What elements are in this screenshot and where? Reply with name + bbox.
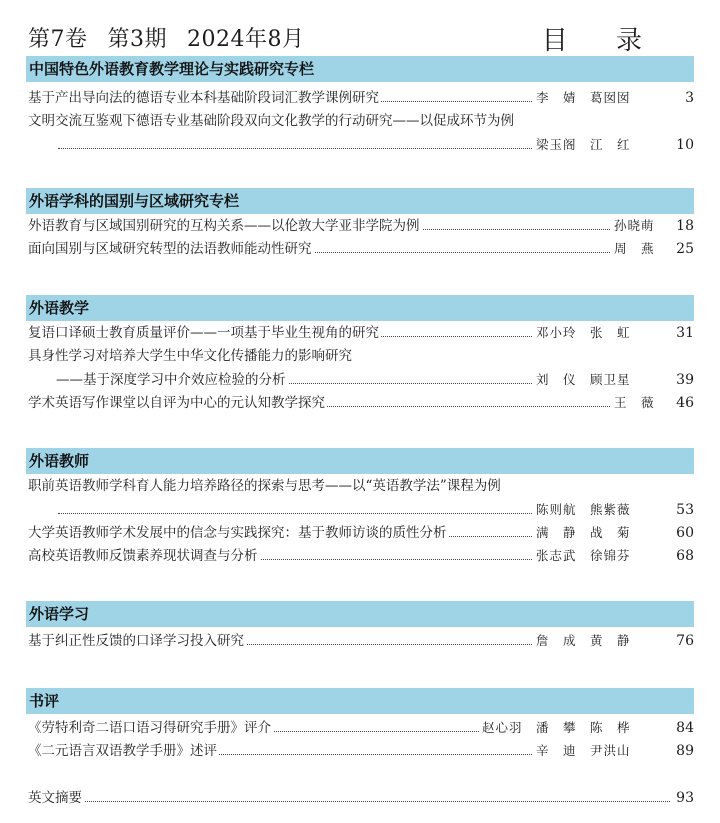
journal-header: [26, 16, 692, 56]
entry-page: 3: [685, 90, 694, 106]
entry-authors: 周 燕: [611, 238, 654, 260]
toc-entry[interactable]: [26, 110, 694, 132]
entry-authors: 詹 成 黄 静: [533, 630, 654, 652]
toc-entry[interactable]: [26, 522, 694, 544]
entry-title: 高校英语教师反馈素养现状调查与分析: [28, 545, 260, 567]
entry-page: 76: [676, 633, 694, 649]
toc-entry[interactable]: [26, 499, 694, 521]
volume-label: 第7卷: [28, 27, 88, 52]
entry-page: 39: [676, 372, 694, 388]
entry-authors: 王 薇: [611, 392, 654, 414]
toc-entry[interactable]: [26, 545, 694, 567]
dot-leader: [36, 801, 670, 802]
entry-authors: 邓小玲 张 虹: [533, 322, 654, 344]
entry-title: 英文摘要: [28, 787, 84, 809]
entry-authors: 刘 仪 顾卫星: [533, 369, 654, 391]
dot-leader: [58, 513, 534, 514]
section-column-5: [26, 601, 694, 652]
toc-entry[interactable]: [26, 630, 694, 652]
section-heading: 外语学科的国别与区域研究专栏: [26, 188, 694, 214]
section-column-3: [26, 295, 694, 414]
entry-page: 93: [672, 787, 694, 809]
section-column-2: [26, 188, 694, 260]
section-column-1: [26, 56, 694, 156]
entry-authors: 陈则航 熊紫薇: [533, 499, 654, 521]
toc-entry[interactable]: [26, 475, 694, 497]
entry-title: 《二元语言双语教学手册》述评: [28, 740, 219, 762]
toc-entry[interactable]: [26, 392, 694, 414]
entry-page: 31: [676, 325, 694, 341]
entry-title: 学术英语写作课堂以自评为中心的元认知教学探究: [28, 392, 327, 414]
english-abstracts-entry[interactable]: [26, 787, 694, 809]
toc-entry[interactable]: [26, 238, 694, 260]
entry-page: 25: [676, 241, 694, 257]
entry-authors: 满 静 战 菊: [533, 522, 654, 544]
entry-authors: 赵心羽 潘 攀 陈 桦: [479, 717, 654, 739]
entry-authors: 梁玉阁 江 红: [533, 134, 654, 156]
section-heading: 外语教师: [26, 448, 694, 474]
entry-title: 外语教育与区域国别研究的互构关系——以伦敦大学亚非学院为例: [28, 215, 422, 237]
toc-entry[interactable]: [26, 717, 694, 739]
entry-authors: 辛 迪 尹洪山: [533, 740, 654, 762]
entry-authors: 张志武 徐锦芬: [533, 545, 654, 567]
toc-entry[interactable]: [26, 134, 694, 156]
entry-page: 18: [676, 218, 694, 234]
entry-page: 53: [676, 502, 694, 518]
toc-title: 目 录: [541, 26, 662, 56]
section-heading: 外语教学: [26, 295, 694, 321]
entry-authors: 孙晓萌: [611, 215, 654, 237]
entry-page: 10: [676, 137, 694, 153]
entry-title: 复语口译硕士教育质量评价——一项基于毕业生视角的研究: [28, 322, 381, 344]
entry-title: 基于纠正性反馈的口译学习投入研究: [28, 630, 246, 652]
toc-entry[interactable]: [26, 322, 694, 344]
entry-title: 面向国别与区域研究转型的法语教师能动性研究: [28, 238, 314, 260]
toc-entry[interactable]: [26, 740, 694, 762]
dot-leader: [58, 148, 534, 149]
toc-entry[interactable]: [26, 369, 694, 391]
entry-authors: 李 婧 葛囡囡: [533, 87, 654, 109]
section-column-6: [26, 688, 694, 762]
toc-entry[interactable]: [26, 87, 694, 109]
section-heading: 书评: [26, 688, 694, 714]
date-label: 2024年8月: [187, 27, 305, 52]
entry-title: 《劳特利奇二语口语习得研究手册》评介: [28, 717, 273, 739]
issue-label: 第3期: [107, 27, 167, 52]
entry-title: 大学英语教师学术发展中的信念与实践探究：基于教师访谈的质性分析: [28, 522, 449, 544]
entry-page: 84: [676, 720, 694, 736]
section-heading: 外语学习: [26, 601, 694, 627]
entry-page: 89: [676, 743, 694, 759]
entry-page: 60: [676, 525, 694, 541]
toc-entry[interactable]: [26, 215, 694, 237]
issue-info: [28, 22, 325, 53]
toc-entry[interactable]: [26, 345, 694, 367]
entry-title: 职前英语教师学科育人能力培养路径的探索与思考——以“英语教学法”课程为例: [28, 475, 503, 497]
entry-title: 具身性学习对培养大学生中华文化传播能力的影响研究: [28, 345, 354, 367]
section-column-4: [26, 448, 694, 567]
entry-title: 文明交流互鉴观下德语专业基础阶段双向文化教学的行动研究——以促成环节为例: [28, 110, 516, 132]
entry-page: 68: [676, 548, 694, 564]
entry-title: 基于产出导向法的德语专业本科基础阶段词汇教学课例研究: [28, 87, 381, 109]
entry-page: 46: [676, 395, 694, 411]
section-heading: 中国特色外语教育教学理论与实践研究专栏: [26, 56, 694, 82]
entry-title: ——基于深度学习中介效应检验的分析: [56, 369, 288, 391]
